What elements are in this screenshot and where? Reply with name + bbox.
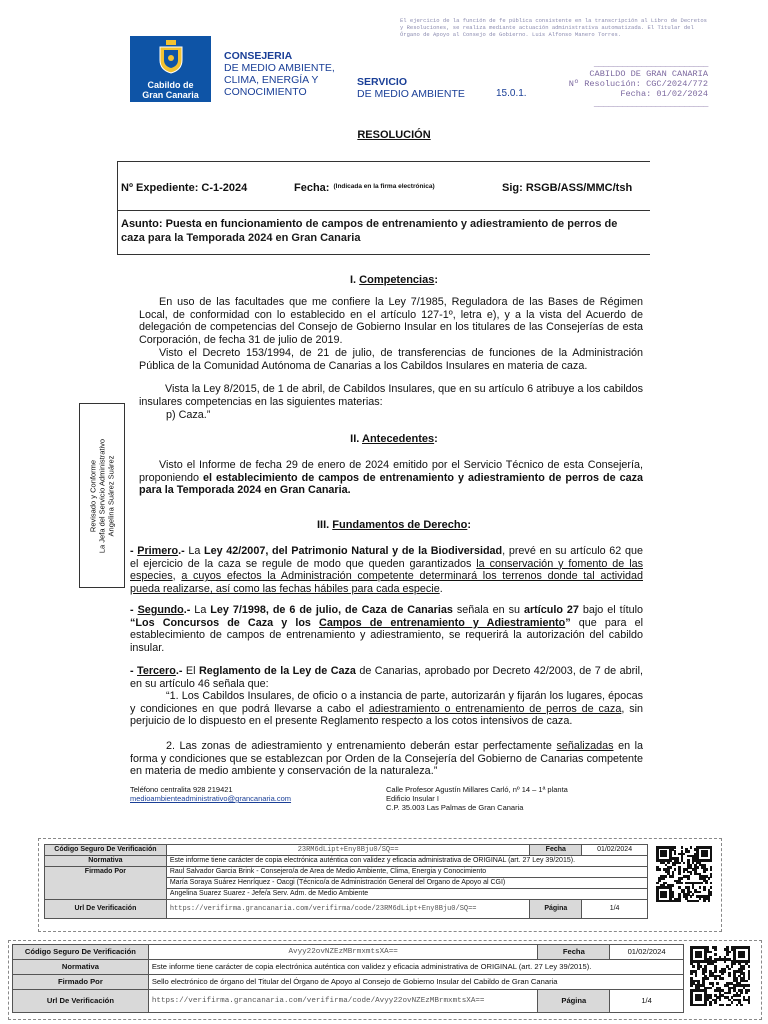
contact-block [130, 785, 291, 803]
firmante-2: María Soraya Suárez Henríquez - Oacgi (Técnico/a de Administración General del Organo de Apoyo al CGI) [166, 878, 647, 889]
qr-code-icon [690, 946, 750, 1006]
segundo-label: Segundo [137, 604, 184, 616]
qr-module [658, 880, 661, 883]
qr-module [678, 900, 681, 903]
qr-module [683, 853, 686, 856]
section-1-number: I. [349, 274, 357, 286]
section-2-number: II. [350, 433, 360, 445]
qr-module [672, 875, 675, 878]
url-label: Url De Verificación [13, 990, 149, 1013]
tercero-quote-1: “1. Los Cabildos Insulares, de oficio o a instancia de parte, autorizarán y fijarán los lugares, épocas y condiciones en que podrá llevarse a cabo el [130, 690, 643, 715]
paragraph-caza-item: p) Caza.” [166, 409, 211, 421]
segundo-quote-1: “Los Concursos de Caza y los [130, 616, 311, 629]
qr-module [728, 975, 731, 978]
qr-module [748, 965, 751, 968]
qr-module [748, 977, 751, 980]
section-2-suffix: : [434, 433, 438, 445]
asunto-text: de campos de entrenamiento y adiestramiento de perros de caza para la Temporada 2024 en Gran Canaria [121, 218, 618, 244]
cabildo-logo [130, 36, 211, 102]
primero-underline-1: la conservación y fomento de las especies [130, 557, 643, 583]
pagina-value: 1/4 [610, 990, 684, 1013]
segundo-article: artículo 27 [523, 604, 579, 616]
stamp-date: Fecha: 01/02/2024 [620, 89, 708, 99]
qr-module [728, 992, 731, 995]
tercero-quote-2: , sin perjuicio de lo dispuesto en el presente Reglamento respecto a los cotos intensivos de caza. [130, 702, 644, 728]
stamp-resolution-number: Nº Resolución: CGC/2024/772 [568, 79, 708, 89]
qr-module [708, 900, 711, 903]
segundo-law: Ley 7/1998, de 6 de julio, de Caza de Canarias [210, 604, 453, 616]
qr-module [681, 882, 684, 885]
logo-line-2: Gran Canaria [142, 90, 199, 100]
primero-label: Primero [137, 545, 179, 557]
address-line-1: Calle Profesor Agustín Millares Carló, nº 14 – 1ª planta [386, 785, 568, 794]
qr-module [665, 855, 668, 858]
qr-module [710, 886, 713, 889]
qr-module [674, 846, 677, 849]
qr-module [721, 972, 724, 975]
paragraph-decreto: Visto el Decreto 153/1994, de 21 de julio, de transferencias de funciones de la Administración Pública de la Comunidad Autónoma de Canarias a los Cabildos Insulares en materia de caza. [139, 347, 643, 372]
segundo-text-1: señala en su [456, 604, 520, 616]
qr-module [710, 882, 713, 885]
firmante-3: Angelina Suarez Suarez - Jefe/a Serv. Adm. de Medio Ambiente [166, 889, 647, 900]
table-row [13, 975, 684, 990]
table-row [45, 856, 648, 867]
qr-module [748, 989, 751, 992]
qr-module [663, 877, 666, 880]
tercero-quote-underline: adiestramiento o entrenamiento de perros de caza [368, 702, 622, 715]
paragraph-tercero: - Tercero.- El Reglamento de la Ley de Caza de Canarias, aprobado por Decreto 42/2003, de 7 de abril, en su artículo 46 señala que: [130, 665, 643, 690]
section-1-suffix: : [434, 274, 439, 286]
qr-module [674, 853, 677, 856]
pagina-label: Página [530, 900, 582, 919]
qr-module [699, 891, 702, 894]
section-antecedentes-heading [0, 433, 768, 445]
qr-module [665, 895, 668, 898]
qr-module [736, 1004, 739, 1007]
qr-module [692, 965, 695, 968]
qr-module [726, 953, 729, 956]
expediente-number: Nº Expediente: C-1-2024 [121, 182, 248, 194]
qr-module [704, 970, 707, 973]
table-row [13, 945, 684, 960]
fecha-value: 01/02/2024 [610, 945, 684, 960]
asunto-label: Asunto: [121, 218, 163, 230]
qr-module [695, 975, 698, 978]
fecha-note: (Indicada en la firma electrónica) [333, 183, 435, 190]
asunto-block [121, 217, 641, 245]
qr-module [701, 882, 704, 885]
qr-module [724, 970, 727, 973]
qr-module [696, 900, 699, 903]
primero-text-1: , prevé en su artículo 62 que el ejercicio de la caza se regule de modo que queden garantizados [130, 545, 643, 570]
section-3-suffix: : [467, 519, 472, 531]
qr-module [683, 862, 686, 865]
qr-module [748, 1001, 751, 1004]
normativa-label: Normativa [45, 856, 167, 867]
qr-module [690, 984, 693, 987]
verification-url-link[interactable]: https://verifirma.grancanaria.com/verifirma/code/23RM6dLipt+Eny8Bju0/SQ== [166, 900, 530, 919]
review-line-1: Revisado y Conforme [88, 459, 98, 533]
qr-module [714, 970, 717, 973]
stamp-dash-top: ________________________ [593, 59, 708, 69]
qr-module [665, 875, 668, 878]
firmado-label: Firmado Por [45, 867, 167, 900]
tercero-text-0: El [185, 665, 196, 677]
qr-module [728, 951, 731, 954]
qr-module [678, 873, 681, 876]
dept-line-2: DE MEDIO AMBIENTE, [224, 62, 335, 74]
service-line-2: DE MEDIO AMBIENTE [357, 88, 465, 100]
qr-module [705, 855, 708, 858]
service-line-1: SERVICIO [357, 76, 407, 88]
qr-module [745, 980, 748, 983]
qr-module [692, 893, 695, 896]
qr-module [714, 960, 717, 963]
qr-module [699, 898, 702, 901]
qr-module [721, 1004, 724, 1007]
service-name [357, 76, 465, 100]
qr-module [697, 968, 700, 971]
paragraph-ley-cabildos: Vista la Ley 8/2015, de 1 de abril, de Cabildos Insulares, que en su artículo 6 atribuye a los cabildos insulares competencias en las siguientes materias: [139, 383, 643, 408]
qr-module [704, 1004, 707, 1007]
informe-text: Visto el Informe de fecha 29 de enero de 2024 emitido por el Servicio Técnico de esta Consejería, proponiendo [139, 459, 643, 484]
verification-url-link[interactable]: https://verifirma.grancanaria.com/verifirma/code/Avyy22ovNZEzMBrmxmtsXA== [148, 990, 538, 1013]
qr-module [708, 877, 711, 880]
paragraph-segundo: - Segundo.- La Ley 7/1998, de 6 de julio, de Caza de Canarias señala en su artículo 27 bajo el título “Los Concursos de Caza y los Campos de entrenamiento y Adiestramiento” que para el establecimiento de campos de entrenamiento y adiestramiento, se requerirá la autorización del cabildo insular. [130, 604, 644, 655]
segundo-text-3: que para el establecimiento de campos de entrenamiento y adiestramiento, se requerirá la autorización del cabildo insular. [130, 616, 644, 655]
qr-module [724, 960, 727, 963]
csv-label: Código Seguro De Verificación [13, 945, 149, 960]
qr-module [748, 984, 751, 987]
metadata-divider [118, 210, 650, 211]
section-competencias-heading [0, 274, 768, 286]
normativa-label: Normativa [13, 960, 149, 975]
section-3-number: III. [316, 519, 330, 531]
paragraph-tercero-quote-3 [130, 740, 643, 778]
normativa-value: Este informe tiene carácter de copia electrónica auténtica con validez y eficacia administrativa de ORIGINAL (art. 27 Ley 39/2015). [166, 856, 647, 867]
paragraph-informe [139, 459, 643, 497]
stamp-dash-bottom: ________________________ [593, 99, 708, 109]
url-label: Url De Verificación [45, 900, 167, 919]
table-row [45, 867, 648, 878]
qr-module [709, 1004, 712, 1007]
fecha-value: 01/02/2024 [582, 845, 648, 856]
qr-module [707, 977, 710, 980]
qr-module [710, 868, 713, 871]
qr-module [687, 877, 690, 880]
electronic-fe-publica-note: El ejercicio de la función de fe pública consistente en la transcripción al Libro de Decretos y Resoluciones, se realiza mediante actuación administrativa automatizada. El Titular del Órgano de Apoyo al Consejo de Gobierno. Luis Alfonso Manero Torres. [400, 17, 707, 38]
firmante-1: Raul Salvador Garcia Brink - Consejero/a de Area de Medio Ambiente, Clima, Energia y Conocimiento [166, 867, 647, 878]
qr-module [674, 868, 677, 871]
section-1-title: Competencias [359, 274, 435, 286]
qr-module [658, 868, 661, 871]
qr-module [709, 951, 712, 954]
table-row [13, 990, 684, 1013]
qr-module [696, 866, 699, 869]
qr-module [748, 960, 751, 963]
review-line-3: Angelina Suárez Suárez [106, 455, 116, 537]
tercero-label: Tercero [137, 665, 176, 677]
address-line-2: Edificio Insular I [386, 794, 439, 803]
department-name [224, 50, 335, 98]
qr-module [705, 882, 708, 885]
section-3-title: Fundamentos de Derecho [332, 519, 468, 531]
qr-module [743, 968, 746, 971]
qr-module [687, 850, 690, 853]
table-row [45, 845, 648, 856]
qr-module [656, 882, 659, 885]
qr-module [703, 900, 706, 903]
service-code: 15.0.1. [496, 88, 527, 99]
document-title-text: RESOLUCIÓN [357, 129, 431, 141]
contact-email-link[interactable]: medioambienteadministrativo@grancanaria.com [130, 794, 292, 803]
tercero-text-1: de Canarias, aprobado por Decreto 42/2003, de 7 de abril, en su artículo 46 señala que: [130, 665, 643, 690]
qr-module [669, 866, 672, 869]
primero-law: Ley 42/2007, del Patrimonio Natural y de la Biodiversidad [204, 545, 503, 557]
pagina-label: Página [538, 990, 610, 1013]
qr-module [667, 862, 670, 865]
fecha-field [294, 182, 435, 194]
qr-module [743, 956, 746, 959]
fecha-label: Fecha [538, 945, 610, 960]
qr-module [709, 987, 712, 990]
tercero-quote-3a: 2. Las zonas de adiestramiento y entrenamiento deberán estar perfectamente [166, 740, 552, 752]
document-title [0, 129, 768, 141]
logo-line-1: Cabildo de [147, 80, 194, 90]
review-stamp-text [89, 439, 116, 553]
qr-module [690, 895, 693, 898]
qr-module [712, 984, 715, 987]
dept-line-3: CLIMA, ENERGÍA Y [224, 74, 319, 86]
fecha-label: Fecha [530, 845, 582, 856]
qr-module [714, 953, 717, 956]
csv-value: 23RM6dLipt+Eny8Bju0/SQ== [166, 845, 530, 856]
qr-module [690, 873, 693, 876]
qr-module [683, 871, 686, 874]
qr-module [681, 877, 684, 880]
qr-module [678, 862, 681, 865]
qr-module [714, 1001, 717, 1004]
dept-line-4: CONOCIMIENTO [224, 86, 307, 98]
primero-text-3: . [439, 583, 443, 596]
qr-module [710, 893, 713, 896]
qr-module [740, 992, 743, 995]
qr-module [699, 886, 702, 889]
qr-module [738, 994, 741, 997]
dept-line-1: CONSEJERIA [224, 50, 293, 62]
signature-reference: Sig: RSGB/ASS/MMC/tsh [502, 182, 633, 194]
qr-module [710, 875, 713, 878]
csv-value: Avyy22ovNZEzMBrmxmtsXA== [148, 945, 538, 960]
qr-module [714, 948, 717, 951]
qr-module [703, 871, 706, 874]
stamp-entity: CABILDO DE GRAN CANARIA [589, 69, 708, 79]
tercero-law: Reglamento de la Ley de Caza [198, 665, 356, 677]
tercero-quote-3-underline: señalizadas [556, 740, 614, 752]
paragraph-tercero-quote-1 [130, 690, 643, 728]
qr-module [731, 965, 734, 968]
qr-module [745, 992, 748, 995]
qr-module [721, 977, 724, 980]
verification-table-1 [44, 844, 648, 919]
qr-module [700, 999, 703, 1002]
qr-module [705, 868, 708, 871]
address-block [386, 785, 568, 812]
firmante-seal: Sello electrónico de órgano del Titular del Órgano de Apoyo al Consejo de Gobierno Insular del Cabildo de Gran Canaria [148, 975, 683, 990]
tercero-quote-3b: en la forma y condiciones que se establezcan por Orden de la Consejería del Gobierno de Canarias competente en materia de medio ambiente y conservación de la naturaleza.” [130, 740, 644, 778]
qr-module [719, 999, 722, 1002]
coat-of-arms-icon [158, 40, 184, 74]
verification-table-2 [12, 944, 684, 1013]
section-2-title: Antecedentes [362, 433, 435, 445]
normativa-value: Este informe tiene carácter de copia electrónica auténtica con validez y eficacia administrativa de ORIGINAL (art. 27 Ley 39/2015). [148, 960, 683, 975]
qr-module [703, 889, 706, 892]
fecha-label: Fecha: [294, 182, 330, 194]
qr-module [733, 963, 736, 966]
resolution-stamp [552, 59, 708, 109]
segundo-text-2: bajo el título [582, 604, 643, 616]
qr-module [674, 864, 677, 867]
segundo-quote-2: ” [565, 616, 571, 629]
section-fundamentos-heading [0, 519, 768, 531]
firmado-label: Firmado Por [13, 975, 149, 990]
qr-module [714, 977, 717, 980]
address-line-3: C.P. 35.003 Las Palmas de Gran Canaria [386, 803, 524, 812]
primero-underline-2: a cuyos efectos la Administración competente determinará los terrenos donde tal actividad pueda realizarse, así como las fechas hábiles para cada especie [130, 570, 643, 596]
segundo-quote-underline: Campos de entrenamiento y Adiestramiento [319, 616, 566, 629]
asunto-bold: Puesta en funcionamiento [165, 218, 303, 230]
qr-module [716, 982, 719, 985]
qr-module [681, 846, 684, 849]
table-row [13, 960, 684, 975]
pagina-value: 1/4 [582, 900, 648, 919]
table-row [45, 900, 648, 919]
paragraph-primero: - Primero.- La Ley 42/2007, del Patrimonio Natural y de la Biodiversidad, prevé en su artículo 62 que el ejercicio de la caza se regule de modo que queden garantizados la conservación y fomento de las especies, a cuyos efectos la Administración competente determinará los terrenos donde tal actividad pueda realizarse, así como las fechas hábiles para cada especie. [130, 545, 643, 596]
primero-text-2: , [172, 570, 176, 583]
qr-module [690, 972, 693, 975]
informe-bold: el establecimiento de campos de entrenamiento y adiestramiento de perros de caza para la Temporada 2024 en Gran Canaria. [139, 471, 643, 497]
qr-module [710, 859, 713, 862]
csv-label: Código Seguro De Verificación [45, 845, 167, 856]
review-line-2: La Jefa del Servicio Administrativo [97, 438, 107, 554]
qr-module [728, 1004, 731, 1007]
qr-module [672, 884, 675, 887]
contact-phone: Teléfono centralita 928 219421 [130, 785, 233, 794]
paragraph-facultades: En uso de las facultades que me confiere la Ley 7/1985, Reguladora de las Bases de Régimen Local, de conformidad con lo establecido en el artículo 127-1º, letra e), y a la vista del Acuerdo de delegación de competencias del Consejo de Gobierno Insular en los titulares de las Consejerías de esta Corporación, de fecha 31 de julio de 2019. [139, 296, 643, 347]
qr-module [700, 956, 703, 959]
qr-module [731, 1001, 734, 1004]
qr-code-icon [656, 846, 712, 902]
qr-module [690, 846, 693, 849]
qr-module [740, 1004, 743, 1007]
review-stamp [79, 403, 125, 588]
qr-module [728, 968, 731, 971]
